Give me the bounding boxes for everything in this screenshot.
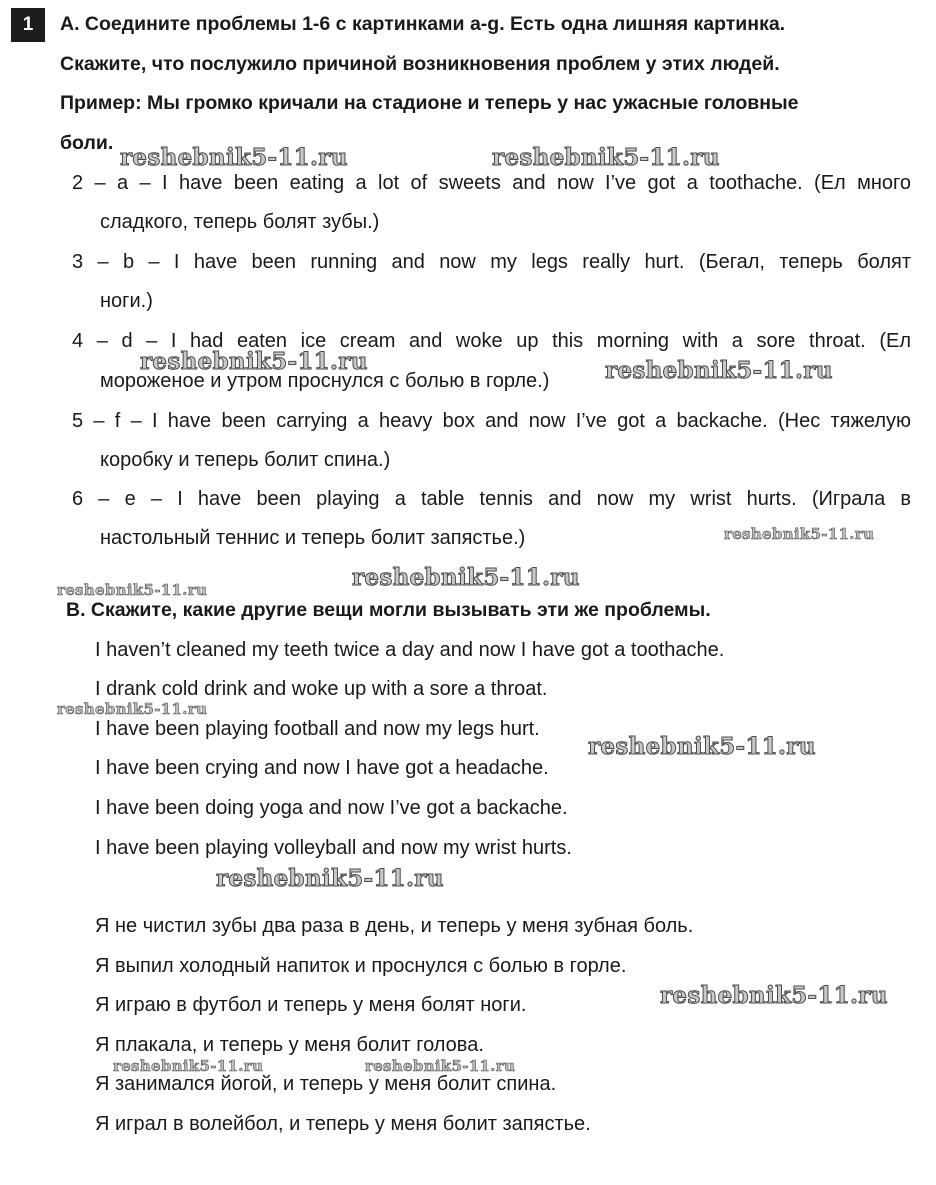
answer-b-en-5: I have been doing yoga and now I’ve got a backache. [95,797,568,819]
answer-b-en-6: I have been playing volleyball and now my wrist hurts. [95,837,572,859]
part-a-heading-line-1: А. Соедините проблемы 1-6 с картинками a-g. Есть одна лишняя картинка. [60,13,786,35]
answer-a-4-line-1: 4 – d – I had eaten ice cream and woke up this morning with a sore throat. (Ел [72,330,911,352]
watermark: reshebnik5-11.ru [140,348,368,375]
part-b-heading: В. Скажите, какие другие вещи могли вызывать эти же проблемы. [66,599,711,621]
watermark: reshebnik5-11.ru [113,1057,264,1075]
answer-b-ru-1: Я не чистил зубы два раза в день, и теперь у меня зубная боль. [95,915,694,937]
part-a-example-line-2: боли. [60,132,114,154]
watermark: reshebnik5-11.ru [365,1057,516,1075]
answer-a-6-line-2: настольный теннис и теперь болит запястье.) [100,527,526,549]
answer-b-en-4: I have been crying and now I have got a headache. [95,757,549,779]
answer-a-4-line-2: мороженое и утром проснулся с болью в горле.) [100,370,550,392]
answer-b-ru-2: Я выпил холодный напиток и проснулся с болью в горле. [95,955,627,977]
watermark: reshebnik5-11.ru [57,581,208,599]
answer-b-en-2: I drank cold drink and woke up with a sore a throat. [95,678,548,700]
answer-a-5-line-1: 5 – f – I have been carrying a heavy box and now I’ve got a backache. (Нес тяжелую [72,410,911,432]
watermark: reshebnik5-11.ru [605,357,833,384]
watermark: reshebnik5-11.ru [57,700,208,718]
watermark: reshebnik5-11.ru [660,982,888,1009]
part-a-heading-line-2: Скажите, что послужило причиной возникновения проблем у этих людей. [60,53,780,75]
watermark: reshebnik5-11.ru [352,564,580,591]
answer-a-6-line-1: 6 – e – I have been playing a table tennis and now my wrist hurts. (Играла в [72,488,911,510]
answer-b-ru-4: Я плакала, и теперь у меня болит голова. [95,1034,484,1056]
answer-a-2-line-2: сладкого, теперь болят зубы.) [100,211,380,233]
answer-a-3-line-1: 3 – b – I have been running and now my legs really hurt. (Бегал, теперь болят [72,251,911,273]
watermark: reshebnik5-11.ru [216,865,444,892]
answer-a-3-line-2: ноги.) [100,290,153,312]
watermark: reshebnik5-11.ru [492,144,720,171]
answer-a-2-line-1: 2 – a – I have been eating a lot of sweets and now I’ve got a toothache. (Ел много [72,172,911,194]
task-number-badge: 1 [11,8,45,42]
watermark: reshebnik5-11.ru [724,525,875,543]
watermark: reshebnik5-11.ru [120,144,348,171]
answer-b-en-3: I have been playing football and now my legs hurt. [95,718,540,740]
watermark: reshebnik5-11.ru [588,733,816,760]
part-a-example-line-1: Пример: Мы громко кричали на стадионе и теперь у нас ужасные головные [60,92,799,114]
answer-b-ru-5: Я занимался йогой, и теперь у меня болит спина. [95,1073,557,1095]
answer-b-ru-6: Я играл в волейбол, и теперь у меня болит запястье. [95,1113,591,1135]
answer-a-5-line-2: коробку и теперь болит спина.) [100,449,391,471]
answer-b-ru-3: Я играю в футбол и теперь у меня болят ноги. [95,994,527,1016]
answer-b-en-1: I haven’t cleaned my teeth twice a day and now I have got a toothache. [95,639,725,661]
